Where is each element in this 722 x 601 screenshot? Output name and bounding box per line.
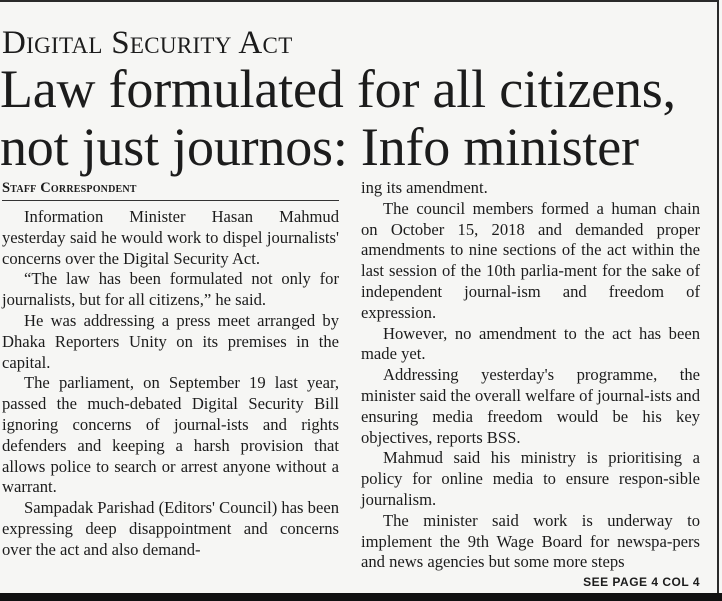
paragraph: Mahmud said his ministry is prioritising a policy for online media to ensure respon-sible journalism.	[361, 448, 700, 509]
paragraph: Sampadak Parishad (Editors' Council) has been expressing deep disappointment and concerns over the act and also demand-	[2, 498, 339, 559]
byline-rule	[2, 200, 339, 201]
paragraph: Addressing yesterday's programme, the minister said the overall welfare of journal-ists and ensuring media freedom would be his key objectives, reports BSS.	[361, 365, 700, 447]
paragraph: The minister said work is underway to implement the 9th Wage Board for newspa-pers and news agencies but some more steps	[361, 510, 700, 572]
kicker: Digital Security Act	[2, 25, 293, 61]
headline	[0, 60, 716, 176]
paragraph: Information Minister Hasan Mahmud yesterday said he would work to dispel journalists' concerns over the Digital Security Act.	[2, 207, 339, 268]
byline: Staff Correspondent	[2, 180, 137, 196]
continued-on-link[interactable]: SEE PAGE 4 COL 4	[583, 575, 700, 589]
article-column-2	[361, 178, 700, 573]
article-column-1	[2, 178, 339, 561]
paragraph: “The law has been formulated not only for journalists, but for all citizens,” he said.	[2, 269, 339, 310]
paragraph: However, no amendment to the act has been made yet.	[361, 323, 700, 364]
headline-line-1: Law formulated for all citizens,	[0, 59, 676, 119]
top-border	[0, 0, 718, 2]
paragraph: The parliament, on September 19 last year, passed the much-debated Digital Security Bill ignoring concerns of journal-ists and rights defenders and keeping a harsh provision that allows police to search or arrest anyone without a warrant.	[2, 373, 339, 497]
headline-line-2: not just journos: Info minister	[0, 117, 639, 177]
paragraph: He was addressing a press meet arranged by Dhaka Reporters Unity on its premises in the capital.	[2, 310, 339, 372]
paragraph: The council members formed a human chain on October 15, 2018 and demanded proper amendments to nine sections of the act within the last session of the 10th parlia-ment for the sake of independent journal-ism and freedom of expression.	[361, 198, 700, 322]
right-border	[717, 0, 719, 601]
paragraph-continuation: ing its amendment.	[361, 178, 488, 197]
bottom-border	[0, 593, 722, 601]
